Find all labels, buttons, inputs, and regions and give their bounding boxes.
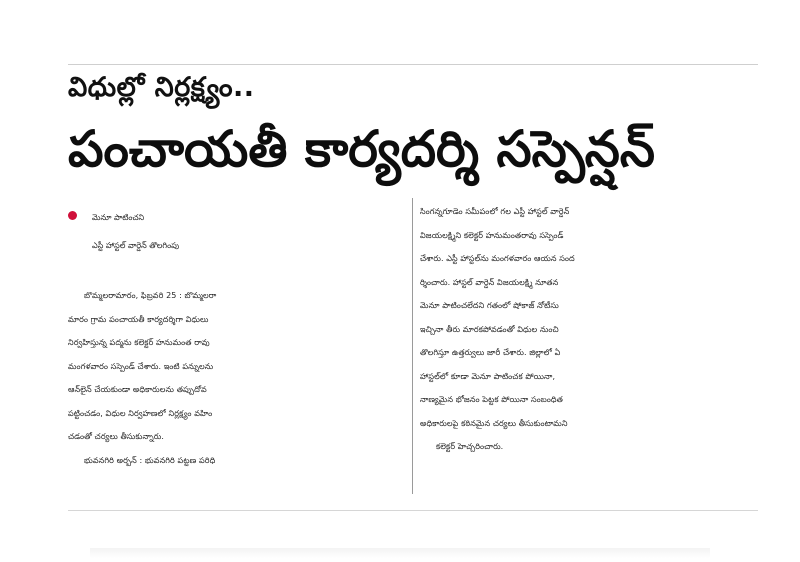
top-divider <box>68 64 758 65</box>
body-line: ఇచ్చినా తీరు మారకపోవడంతో విధుల నుంచి <box>420 324 559 334</box>
body-line: అధికారులపై కఠినమైన చర్యలు తీసుకుంటామని <box>420 418 568 428</box>
body-line: బొమ్మలరామారం, ఫిబ్రవరి 25 : బొమ్మలరా <box>84 291 217 300</box>
body-line: కలెక్టర్ హెచ్చరించారు. <box>436 442 504 451</box>
highlight-line: ఎస్టీ హాస్టల్ వార్డెన్ తొలగింపు <box>92 241 180 250</box>
right-column <box>420 200 760 459</box>
body-line: భువనగిరి అర్బన్ : భువనగిరి పట్టణ పరిధి <box>84 455 216 465</box>
page-edge-shadow <box>90 548 710 558</box>
body-line: మెనూ పాటించలేదని గతంలో షోకాజ్ నోటీసు <box>420 301 559 310</box>
body-line: మారం గ్రామ పంచాయతీ కార్యదర్శిగా విధులు <box>68 314 209 324</box>
body-line: హాస్టల్‌లో కూడా మెనూ పాటించక పోయినా, <box>420 371 556 381</box>
body-line: పట్టించడం, విధుల నిర్వహణలో నిర్లక్ష్యం వహిం <box>68 408 213 418</box>
bottom-divider <box>68 510 758 511</box>
bullet-icon <box>68 211 77 220</box>
body-line: నిర్వహిస్తున్న పద్మను కలెక్టర్ హనుమంత రావు <box>68 338 210 347</box>
left-column <box>68 284 408 472</box>
body-line: మంగళవారం సస్పెండ్ చేశారు. ఇంటి పన్నులను <box>68 361 214 371</box>
body-line: చేశారు. ఎస్టీ హాస్టల్‌ను మంగళవారం ఆయన సంద <box>420 254 575 263</box>
highlight-line: మెనూ పాటించని <box>92 213 145 222</box>
body-line: సింగన్నగూడెం సమీపంలో గల ఎస్టీ హాస్టల్ వార్డెన్ <box>420 207 570 216</box>
highlight-box <box>68 204 408 260</box>
body-line: ర్శించారు. హాస్టల్ వార్డెన్ విజయలక్ష్మి నూతన <box>420 277 559 287</box>
body-line: విజయలక్ష్మిని కలెక్టర్ హనుమంతరావు సస్పెండ్ <box>420 230 564 240</box>
column-divider <box>412 198 413 494</box>
headline: పంచాయతీ కార్యదర్శి సస్పెన్షన్ <box>68 120 655 178</box>
body-line: నాణ్యమైన భోజనం పెట్టక పోయినా సంబంధిత <box>420 395 563 404</box>
body-line: చడంతో చర్యలు తీసుకున్నారు. <box>68 432 165 441</box>
kicker-heading: విధుల్లో నిర్లక్ష్యం.. <box>68 72 255 103</box>
body-line: ఆన్‌లైన్ చేయకుండా అధికారులను తప్పుదోవ <box>68 385 207 394</box>
body-line: తొలగిస్తూ ఉత్తర్వులు జారీ చేశారు. జిల్లాలో ఏ <box>420 348 561 357</box>
